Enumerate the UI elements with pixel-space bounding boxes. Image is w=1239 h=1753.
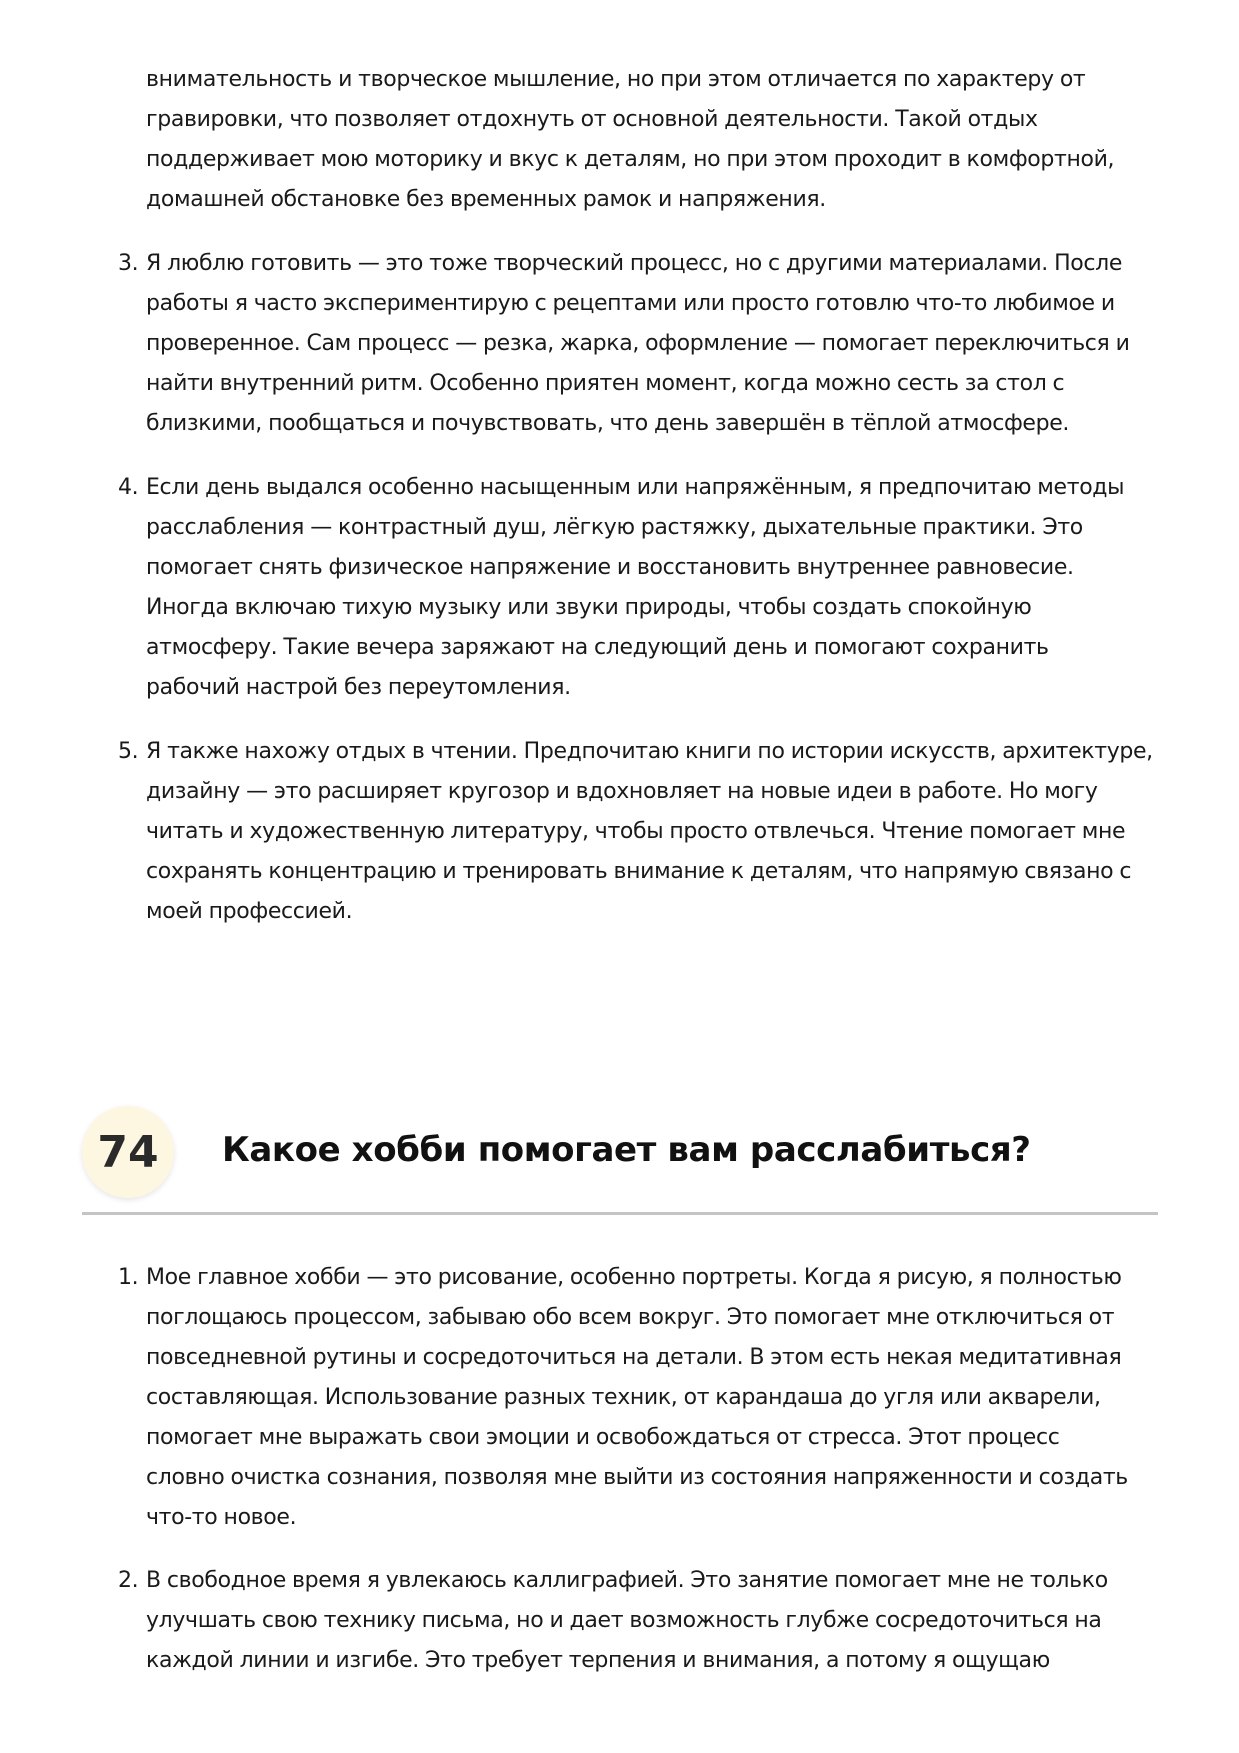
list-item-line: В свободное время я увлекаюсь каллиграфией. Это занятие помогает мне не только xyxy=(146,1568,1108,1593)
list-item-line: Я люблю готовить — это тоже творческий процесс, но с другими материалами. После xyxy=(146,251,1123,276)
list-item-line: сохранять концентрацию и тренировать внимание к деталям, что напрямую связано с xyxy=(146,859,1132,884)
list-item-line: моей профессией. xyxy=(146,899,353,924)
list-item-line: улучшать свою технику письма, но и дает возможность глубже сосредоточиться на xyxy=(146,1608,1102,1633)
list-item-line: близкими, пообщаться и почувствовать, что день завершён в тёплой атмосфере. xyxy=(146,411,1070,436)
list-item xyxy=(118,468,1168,708)
list-item xyxy=(118,244,1168,444)
list-item-number: 4. xyxy=(118,475,139,500)
list-item-line: Иногда включаю тихую музыку или звуки природы, чтобы создать спокойную xyxy=(146,595,1032,620)
list-item-line: гравировки, что позволяет отдохнуть от основной деятельности. Такой отдых xyxy=(146,107,1038,132)
list-item-line: словно очистка сознания, позволяя мне выйти из состояния напряженности и создать xyxy=(146,1465,1128,1490)
list-item-line: что-то новое. xyxy=(146,1505,297,1530)
list-item-number: 5. xyxy=(118,739,139,764)
list-item-line: работы я часто экспериментирую с рецептами или просто готовлю что-то любимое и xyxy=(146,291,1115,316)
list-item-line: рабочий настрой без переутомления. xyxy=(146,675,571,700)
list-item-line: внимательность и творческое мышление, но при этом отличается по характеру от xyxy=(146,67,1086,92)
list-item-line: повседневной рутины и сосредоточиться на детали. В этом есть некая медитативная xyxy=(146,1345,1122,1370)
list-item xyxy=(118,732,1168,932)
list-item xyxy=(118,1561,1168,1681)
list-item-line: Мое главное хобби — это рисование, особенно портреты. Когда я рисую, я полностью xyxy=(146,1265,1122,1290)
list-item-line: каждой линии и изгибе. Это требует терпения и внимания, а потому я ощущаю xyxy=(146,1648,1050,1673)
question-number-badge: 74 xyxy=(82,1106,174,1198)
list-item-line: атмосферу. Такие вечера заряжают на следующий день и помогают сохранить xyxy=(146,635,1049,660)
list-item-line: читать и художественную литературу, чтобы просто отвлечься. Чтение помогает мне xyxy=(146,819,1126,844)
list-item-line: Если день выдался особенно насыщенным или напряжённым, я предпочитаю методы xyxy=(146,475,1125,500)
section-divider xyxy=(82,1212,1158,1215)
list-item-line: проверенное. Сам процесс — резка, жарка, оформление — помогает переключиться и xyxy=(146,331,1130,356)
list-item-number: 1. xyxy=(118,1265,139,1290)
list-item-number: 3. xyxy=(118,251,139,276)
list-item-line: расслабления — контрастный душ, лёгкую растяжку, дыхательные практики. Это xyxy=(146,515,1083,540)
list-item-line: Я также нахожу отдых в чтении. Предпочитаю книги по истории искусств, архитектуре, xyxy=(146,739,1153,764)
list-item-number: 2. xyxy=(118,1568,139,1593)
list-item-line: поглощаюсь процессом, забываю обо всем вокруг. Это помогает мне отключиться от xyxy=(146,1305,1115,1330)
list-item-line: домашней обстановке без временных рамок и напряжения. xyxy=(146,187,826,212)
list-item-line: дизайну — это расширяет кругозор и вдохновляет на новые идеи в работе. Но могу xyxy=(146,779,1098,804)
list-item-line: найти внутренний ритм. Особенно приятен момент, когда можно сесть за стол с xyxy=(146,371,1065,396)
list-item-line: поддерживает мою моторику и вкус к деталям, но при этом проходит в комфортной, xyxy=(146,147,1115,172)
question-title: Какое хобби помогает вам расслабиться? xyxy=(222,1130,1031,1170)
list-item xyxy=(118,1258,1168,1538)
list-item-line: составляющая. Использование разных техник, от карандаша до угля или акварели, xyxy=(146,1385,1101,1410)
list-item-line: помогает снять физическое напряжение и восстановить внутреннее равновесие. xyxy=(146,555,1074,580)
list-item-line: помогает мне выражать свои эмоции и освобождаться от стресса. Этот процесс xyxy=(146,1425,1060,1450)
list-item-continuation xyxy=(118,60,1168,220)
